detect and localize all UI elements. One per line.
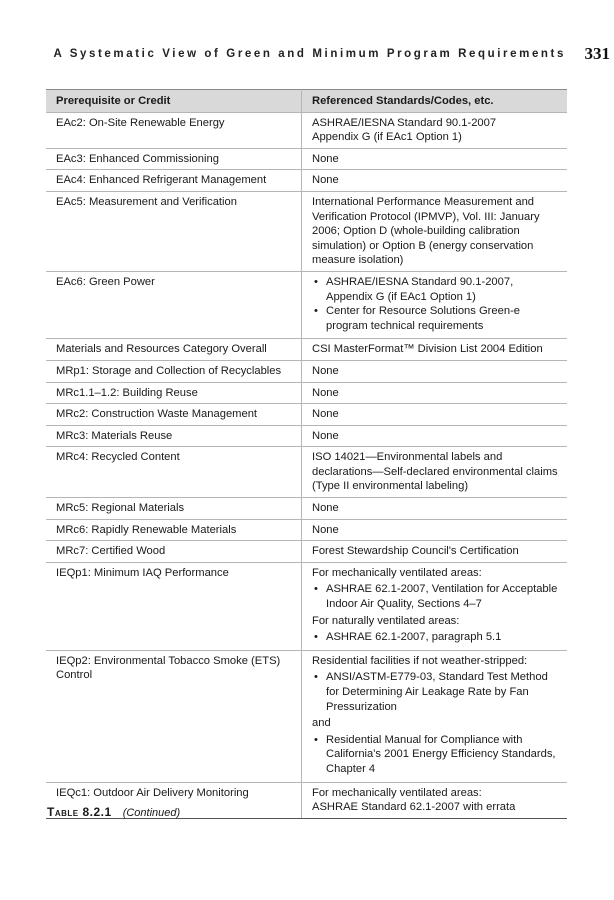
standard-text: Forest Stewardship Council's Certification <box>312 545 519 558</box>
running-header <box>0 44 614 64</box>
table-body <box>46 112 567 818</box>
standard-text: None <box>312 386 339 399</box>
standard-text: None <box>312 523 339 536</box>
credit-cell: EAc3: Enhanced Commissioning <box>46 148 302 170</box>
table-row <box>46 650 567 782</box>
table-header-row <box>46 90 567 113</box>
standard-text: None <box>312 408 339 421</box>
column-header-credit: Prerequisite or Credit <box>46 90 302 113</box>
bullet-list <box>312 275 559 333</box>
standard-text: CSI MasterFormat™ Division List 2004 Edition <box>312 343 543 356</box>
bullet-item: • ASHRAE/IESNA Standard 90.1-2007, Appendix G (if EAc1 Option 1) <box>326 275 559 304</box>
standard-text: International Performance Measurement and Verification Protocol (IPMVP), Vol. III: January 2006; Option D (whole-building calibration simulation) or Option B (energy conservation measure isolation) <box>312 195 540 267</box>
standard-text: None <box>312 502 339 515</box>
credit-cell: IEQp1: Minimum IAQ Performance <box>46 562 302 650</box>
standards-cell <box>302 382 568 404</box>
credit-cell: Materials and Resources Category Overall <box>46 339 302 361</box>
column-header-standards: Referenced Standards/Codes, etc. <box>302 90 568 113</box>
credit-cell: IEQc1: Outdoor Air Delivery Monitoring <box>46 782 302 818</box>
credit-cell: MRc2: Construction Waste Management <box>46 404 302 426</box>
bullet-item: • Center for Resource Solutions Green-e program technical requirements <box>326 304 559 333</box>
standard-text: For naturally ventilated areas: <box>312 614 460 627</box>
standards-cell <box>302 112 568 148</box>
standard-text: For mechanically ventilated areas: ASHRAE Standard 62.1-2007 with errata <box>312 786 516 814</box>
standards-cell <box>302 191 568 271</box>
bullet-list <box>312 670 559 714</box>
table-row <box>46 404 567 426</box>
table-caption-note: (Continued) <box>122 807 181 819</box>
credit-cell: MRc7: Certified Wood <box>46 541 302 563</box>
standards-cell <box>302 404 568 426</box>
credit-cell: MRc5: Regional Materials <box>46 498 302 520</box>
standards-cell <box>302 360 568 382</box>
table-row <box>46 148 567 170</box>
standard-text: None <box>312 429 339 442</box>
standards-cell <box>302 562 568 650</box>
standards-cell <box>302 425 568 447</box>
bullet-list <box>312 630 559 645</box>
credit-cell: EAc5: Measurement and Verification <box>46 191 302 271</box>
table-row <box>46 562 567 650</box>
credit-cell: EAc4: Enhanced Refrigerant Management <box>46 170 302 192</box>
standard-text: ASHRAE/IESNA Standard 90.1-2007 Appendix G (if EAc1 Option 1) <box>312 116 497 144</box>
credit-cell: IEQp2: Environmental Tobacco Smoke (ETS) Control <box>46 650 302 782</box>
running-header-title: A Systematic View of Green and Minimum Program Requirements <box>53 48 566 60</box>
standard-text: ISO 14021—Environmental labels and declarations—Self-declared environmental claims (Type II environmental labeling) <box>312 451 558 493</box>
bullet-item: • ASHRAE 62.1-2007, paragraph 5.1 <box>326 630 559 645</box>
standard-text: and <box>312 717 331 730</box>
standard-text: For mechanically ventilated areas: <box>312 566 482 579</box>
credit-cell: MRc4: Recycled Content <box>46 447 302 498</box>
credit-cell: MRc1.1–1.2: Building Reuse <box>46 382 302 404</box>
bullet-item: • Residential Manual for Compliance with California's 2001 Energy Efficiency Standards, Chapter 4 <box>326 733 559 777</box>
credit-cell: MRc6: Rapidly Renewable Materials <box>46 519 302 541</box>
table-row <box>46 271 567 338</box>
table-row <box>46 519 567 541</box>
table-row <box>46 498 567 520</box>
standard-text: None <box>312 174 339 187</box>
standard-text: None <box>312 152 339 165</box>
table-row <box>46 170 567 192</box>
bullet-item: • ASHRAE 62.1-2007, Ventilation for Acceptable Indoor Air Quality, Sections 4–7 <box>326 582 559 611</box>
standards-cell <box>302 498 568 520</box>
page-number: 331 <box>584 44 610 63</box>
table-row <box>46 360 567 382</box>
bullet-list <box>312 733 559 777</box>
table-row <box>46 339 567 361</box>
credit-cell: MRc3: Materials Reuse <box>46 425 302 447</box>
standards-cell <box>302 541 568 563</box>
table-row <box>46 447 567 498</box>
table-row <box>46 191 567 271</box>
standards-cell <box>302 650 568 782</box>
credit-cell: EAc2: On-Site Renewable Energy <box>46 112 302 148</box>
credit-cell: EAc6: Green Power <box>46 271 302 338</box>
standards-cell <box>302 519 568 541</box>
standard-text: Residential facilities if not weather-stripped: <box>312 654 528 667</box>
bullet-item: • ANSI/ASTM-E779-03, Standard Test Method for Determining Air Leakage Rate by Fan Pressurization <box>326 670 559 714</box>
standards-cell <box>302 447 568 498</box>
standards-table <box>46 89 567 819</box>
table-caption-label: Table 8.2.1 <box>47 805 112 819</box>
table-row <box>46 541 567 563</box>
credit-cell: MRp1: Storage and Collection of Recyclables <box>46 360 302 382</box>
bullet-list <box>312 582 559 611</box>
table-caption <box>47 805 180 819</box>
standard-text: None <box>312 364 339 377</box>
standards-cell <box>302 170 568 192</box>
table-row <box>46 112 567 148</box>
table-row <box>46 425 567 447</box>
standards-cell <box>302 339 568 361</box>
table-row <box>46 382 567 404</box>
standards-cell <box>302 782 568 818</box>
standards-cell <box>302 148 568 170</box>
standards-cell <box>302 271 568 338</box>
